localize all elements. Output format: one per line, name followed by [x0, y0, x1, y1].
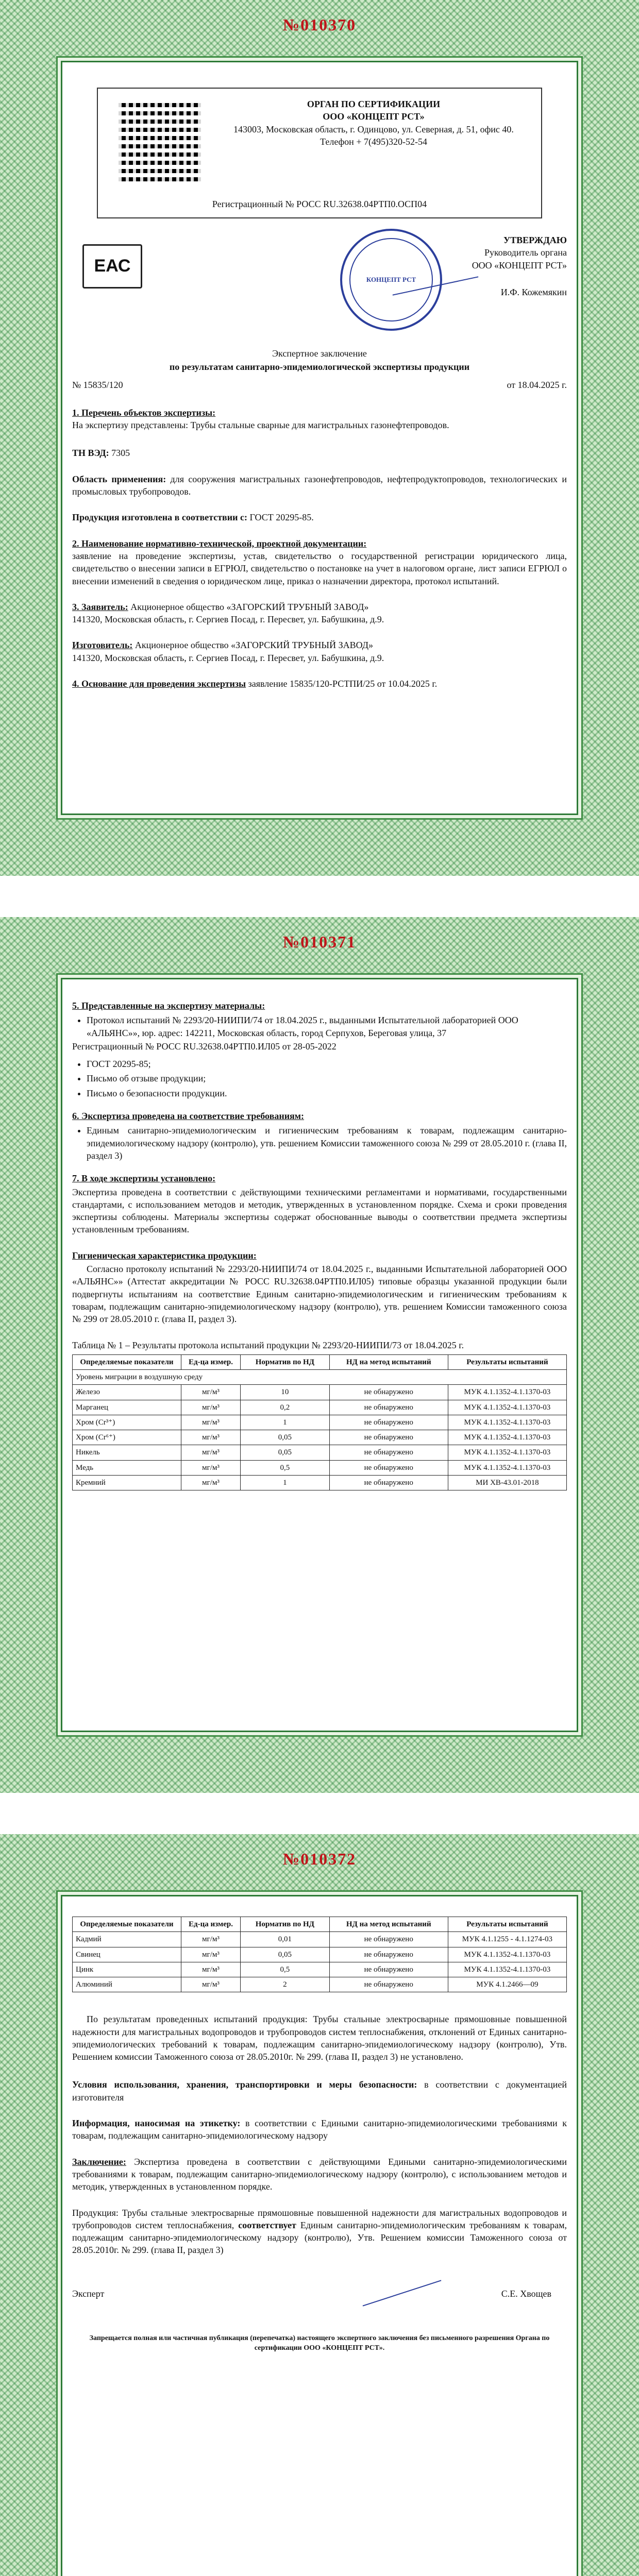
page-3	[0, 1834, 639, 2576]
results-table-1	[72, 1354, 567, 1490]
org-phone: Телефон + 7(495)320-52-54	[320, 136, 427, 147]
page-2	[0, 917, 639, 1793]
page-1	[0, 0, 639, 876]
conditions-line: Условия использования, хранения, транспортировки и меры безопасности: в соответствии с документацией изготовителя	[72, 2079, 567, 2103]
table-row: Хром (Cr⁶⁺) мг/м³ 0,05 не обнаружено МУК 4.1.1352-4.1.1370-03	[73, 1430, 567, 1445]
page-2-content	[72, 999, 567, 1490]
table-row: Алюминий мг/м³ 2 не обнаружено МУК 4.1.2466—09	[73, 1977, 567, 1992]
table-row: Никель мг/м³ 0,05 не обнаружено МУК 4.1.1352-4.1.1370-03	[73, 1445, 567, 1460]
certification-body-box	[97, 88, 542, 218]
section-1-heading: 1. Перечень объектов экспертизы:	[72, 407, 216, 418]
section-2-heading: 2. Наименование нормативно-технической, проектной документации:	[72, 538, 367, 549]
org-info	[216, 98, 531, 148]
expert-signature-block	[72, 2272, 567, 2329]
maker-address: 141320, Московская область, г. Сергиев Посад, г. Пересвет, ул. Бабушкина, д.9.	[72, 652, 384, 663]
list-item: • Единым санитарно-эпидемиологическим и гигиеническим требованиям к товарам, подлежащим санитарно-эпидемиологическому надзору (контролю), утв. решением Комиссии таможенного союза № 299 от 28.05.2010 г. (глава II, раздел 3)	[87, 1124, 567, 1162]
doc-number-row	[72, 379, 567, 391]
section-6-list	[72, 1124, 567, 1162]
section-5-registration: Регистрационный № РОСС RU.32638.04РТП0.ИЛ05 от 28-05-2022	[72, 1041, 337, 1052]
table-header-row	[73, 1354, 567, 1369]
doc-date: от 18.04.2025 г.	[507, 379, 567, 390]
expert-label: Эксперт	[72, 2288, 105, 2299]
section-7-text: Экспертиза проведена в соответствии с действующими техническими регламентами и нормативами, государственными стандартами, с использованием методов и методик, утвержденных в установленном порядке. Схема и сроки проведения экспертизы соблюдены. Материалы экспертизы содержат обоснованные выводы о соответствии предмета экспертизы установленным требованиям.	[72, 1187, 567, 1235]
section-5-heading: 5. Представленные на экспертизу материалы:	[72, 1001, 265, 1011]
scope-line: Область применения: для сооружения магистральных газонефтепроводов, нефтепродуктопроводов, технологических и промысловых трубопроводов.	[72, 473, 567, 497]
section-3-address: 141320, Московская область, г. Сергиев Посад, г. Пересвет, ул. Бабушкина, д.9.	[72, 614, 384, 625]
table-row: Медь мг/м³ 0,5 не обнаружено МУК 4.1.1352-4.1.1370-03	[73, 1460, 567, 1475]
results-summary: По результатам проведенных испытаний продукция: Трубы стальные электросварные прямошовные повышенной надежности для магистральных водопроводов и трубопроводов систем теплоснабжения, отклонений от Единых санитарно-эпидемиологических требований к товарам, подлежащим санитарно-эпидемиологическому надзору (контролю), Утв. Решением комиссии Таможенного союза от 28.05.2010г. № 299. (глава II, раздел 3) не установлено.	[72, 2014, 567, 2062]
table-row: Кремний мг/м³ 1 не обнаружено МИ ХВ-43.01-2018	[73, 1475, 567, 1490]
conclusion-line: Заключение: Экспертиза проведена в соответствии с действующими Едиными санитарно-эпидемиологическими требованиями к товарам, подлежащим санитарно-эпидемиологическому надзору (контролю), с использованием методов и методик, утвержденных в установленном порядке.	[72, 2156, 567, 2192]
org-registration: Регистрационный № РОСС RU.32638.04РТП0.ОСП04	[212, 198, 427, 209]
approval-title: УТВЕРЖДАЮ	[503, 235, 567, 245]
section-1-text: На экспертизу представлены: Трубы стальные сварные для магистральных газонефтепроводов.	[72, 420, 449, 431]
approval-block	[72, 229, 567, 337]
table-row: Цинк мг/м³ 0,5 не обнаружено МУК 4.1.1352-4.1.1370-03	[73, 1962, 567, 1977]
table-row: Марганец мг/м³ 0,2 не обнаружено МУК 4.1.1352-4.1.1370-03	[73, 1400, 567, 1415]
serial-number: №010370	[282, 15, 357, 34]
org-name: ООО «КОНЦЕПТ РСТ»	[323, 111, 425, 122]
final-verdict: Продукция: Трубы стальные электросварные прямошовные повышенной надежности для магистральных водопроводов и трубопроводов систем теплоснабжения, соответствует Единым санитарно-эпидемиологическим требованиям к товарам, подлежащим санитарно-эпидемиологическому надзору (контролю), Утв. Решением комиссии Таможенного союза от 28.05.2010г. № 299. (глава II, раздел 3)	[72, 2207, 567, 2256]
table-row: Железо мг/м³ 10 не обнаружено МУК 4.1.1352-4.1.1370-03	[73, 1385, 567, 1400]
table-row: Свинец мг/м³ 0,05 не обнаружено МУК 4.1.1352-4.1.1370-03	[73, 1947, 567, 1962]
approval-line-2: ООО «КОНЦЕПТ РСТ»	[472, 260, 567, 270]
org-title: ОРГАН ПО СЕРТИФИКАЦИИ	[307, 99, 441, 109]
section-4-line: 4. Основание для проведения экспертизы заявление 15835/120-РСТПИ/25 от 10.04.2025 г.	[72, 679, 438, 689]
col-norm: Норматив по НД	[241, 1917, 330, 1932]
approval-line-1: Руководитель органа	[484, 247, 567, 258]
col-norm: Норматив по НД	[241, 1354, 330, 1369]
page-1-content	[72, 88, 567, 695]
eac-logo: ЕАС	[82, 244, 142, 289]
col-unit: Ед-ца измер.	[181, 1354, 240, 1369]
group-row: Уровень миграции в воздушную среду	[73, 1370, 567, 1385]
approval-signer: И.Ф. Кожемякин	[500, 286, 567, 297]
col-method: НД на метод испытаний	[329, 1917, 448, 1932]
footer-notice: Запрещается полная или частичная публикация (перепечатка) настоящего экспертного заключения без письменного разрешения Органа по сертификации ООО «КОНЦЕПТ РСТ».	[89, 2334, 550, 2352]
table-row: Хром (Cr³⁺) мг/м³ 1 не обнаружено МУК 4.1.1352-4.1.1370-03	[73, 1415, 567, 1430]
serial-number: №010372	[282, 1850, 357, 1868]
doc-title: Экспертное заключение	[272, 348, 367, 359]
col-indicator: Определяемые показатели	[73, 1917, 181, 1932]
made-per-line: Продукция изготовлена в соответствии с: ГОСТ 20295-85.	[72, 512, 314, 523]
list-item: • Протокол испытаний № 2293/20-НИИПИ/74 от 18.04.2025 г., выданными Испытательной лабораторией ООО «АЛЬЯНС»», юр. адрес: 142211, Московская область, город Серпухов, Береговая улица, 37	[87, 1014, 567, 1039]
section-5-list	[72, 1014, 567, 1039]
signature-stroke	[363, 2280, 442, 2306]
hygiene-text: Согласно протоколу испытаний № 2293/20-НИИПИ/74 от 18.04.2025 г., выданными Испытательной лабораторией ООО «АЛЬЯНС»» (Аттестат аккредитации № РОСС RU.32638.04РТП0.ИЛ05) типовые образцы указанной продукции были подвергнуты испытаниям на соответствие Единым санитарно-эпидемиологическим и гигиеническим требованиям к товарам, подлежащим санитарно-эпидемиологическому надзору (контролю), утв. решением Комиссии таможенного союза № 299 от 28.05.2010 г. (глава II, раздел 3).	[72, 1264, 567, 1325]
list-item: • Письмо об отзыве продукции;	[87, 1072, 567, 1084]
qr-code	[119, 99, 201, 181]
section-2-text: заявление на проведение экспертизы, устав, свидетельство о государственной регистрации юридического лица, свидетельство о внесении записи в ЕГРЮЛ, свидетельство о постановке на учет в налоговом органе, лист записи ЕГРЮЛ о внесении изменений в сведения о юридическом лице, приказ о назначении директора, протокол испытаний.	[72, 550, 567, 586]
serial-number: №010371	[282, 933, 357, 951]
expert-name: С.Е. Хвощев	[501, 2288, 551, 2299]
col-result: Результаты испытаний	[448, 1917, 566, 1932]
label-info-line: Информация, наносимая на этикетку: в соответствии с Едиными санитарно-эпидемиологическими требованиями к товарам, подлежащим санитарно-эпидемиологическому надзору	[72, 2118, 567, 2141]
col-unit: Ед-ца измер.	[181, 1917, 240, 1932]
col-method: НД на метод испытаний	[329, 1354, 448, 1369]
tnved-line: ТН ВЭД: 7305	[72, 448, 130, 459]
table-caption: Таблица № 1 – Результаты протокола испытаний продукции № 2293/20-НИИПИ/73 от 18.04.2025 г.	[72, 1340, 464, 1350]
results-table-2	[72, 1917, 567, 1992]
col-result: Результаты испытаний	[448, 1354, 566, 1369]
list-item: • Письмо о безопасности продукции.	[87, 1087, 567, 1099]
org-stamp: КОНЦЕПТ РСТ	[340, 229, 442, 331]
col-indicator: Определяемые показатели	[73, 1354, 181, 1369]
list-item: • ГОСТ 20295-85;	[87, 1058, 567, 1070]
maker-line: Изготовитель: Акционерное общество «ЗАГОРСКИЙ ТРУБНЫЙ ЗАВОД»	[72, 640, 374, 651]
table-header-row	[73, 1917, 567, 1932]
section-5-list-cont	[72, 1058, 567, 1099]
table-row: Кадмий мг/м³ 0,01 не обнаружено МУК 4.1.1255 - 4.1.1274-03	[73, 1932, 567, 1947]
section-3-line: 3. Заявитель: Акционерное общество «ЗАГОРСКИЙ ТРУБНЫЙ ЗАВОД»	[72, 601, 369, 612]
approval-text	[433, 234, 567, 298]
doc-number: № 15835/120	[72, 379, 123, 390]
hygiene-heading: Гигиеническая характеристика продукции:	[72, 1250, 257, 1261]
doc-subtitle: по результатам санитарно-эпидемиологической экспертизы продукции	[169, 362, 470, 372]
org-address: 143003, Московская область, г. Одинцово, ул. Северная, д. 51, офис 40.	[233, 124, 514, 134]
page-3-content	[72, 1917, 567, 2358]
section-6-heading: 6. Экспертиза проведена на соответствие требованиям:	[72, 1111, 305, 1122]
section-7-heading: 7. В ходе экспертизы установлено:	[72, 1173, 216, 1184]
